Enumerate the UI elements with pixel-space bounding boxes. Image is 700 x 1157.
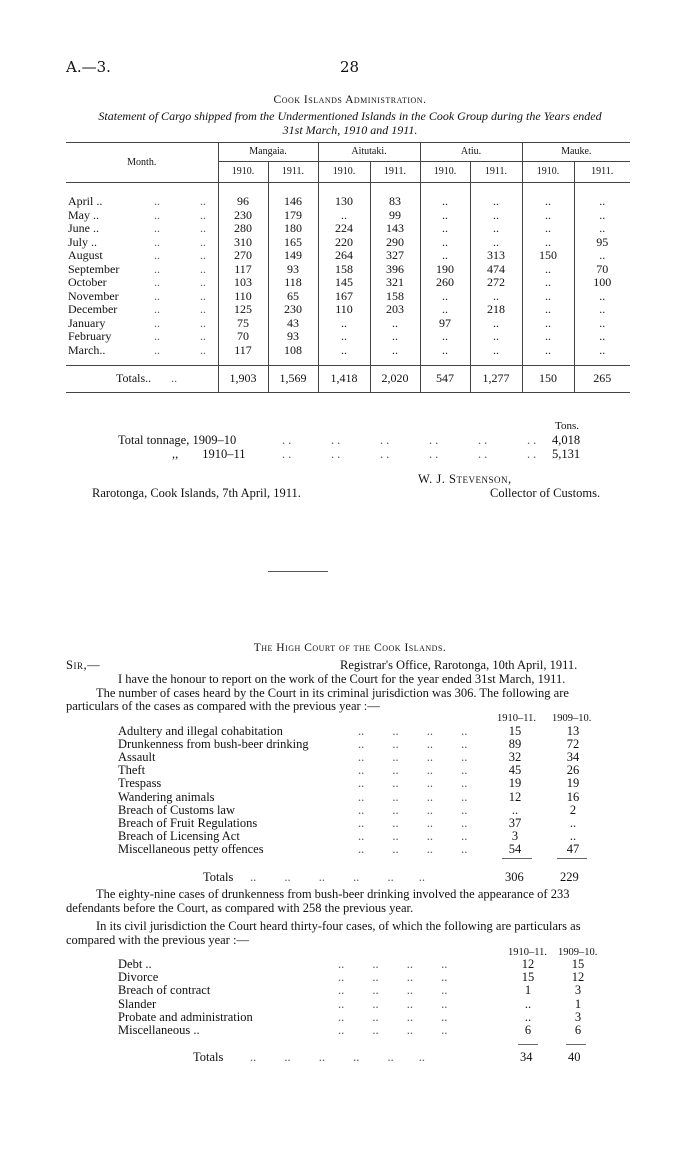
cargo-value-cell: .. (470, 317, 522, 331)
cargo-statement-line2: 31st March, 1910 and 1911. (282, 123, 418, 137)
para2-line2: particulars of the cases as compared with the previous year :— (66, 699, 380, 713)
stat-value-current: 15 (521, 970, 535, 985)
stat-row: Debt .. .. .. .. .. 12 15 (118, 958, 638, 971)
month-label: September (68, 261, 120, 276)
stat-label: Theft (118, 763, 146, 778)
month-label: March.. (68, 342, 106, 357)
cargo-value-cell: 145 (318, 276, 370, 290)
cargo-row (66, 330, 630, 344)
tonnage-leader: .. .. .. .. .. .. (282, 447, 540, 461)
signature-name: W. J. Stevenson, (418, 472, 512, 486)
cargo-value-cell: 474 (470, 263, 522, 277)
stat-row: Assault .. .. .. .. 32 34 (118, 751, 638, 764)
civil-col-header: 1909–10. (558, 947, 598, 958)
stat-value-previous: 12 (571, 970, 585, 985)
stat-row: Breach of Fruit Regulations .. .. .. .. 37 .. (118, 817, 638, 830)
year-header: 1911. (591, 166, 614, 178)
month-cell: April .. .. .. (66, 195, 218, 209)
cargo-value-cell: .. (420, 290, 470, 304)
stat-value-current: 6 (524, 1023, 532, 1037)
totals-label: Totals.. (116, 371, 152, 386)
cargo-value-cell: 125 (218, 303, 268, 317)
place-date: Rarotonga, Cook Islands, 7th April, 1911. (92, 486, 301, 500)
tonnage-value: 4,018 (552, 433, 581, 447)
cargo-value-cell: 179 (268, 209, 318, 223)
island-header: Mauke. (522, 143, 630, 162)
cargo-value-cell: .. (420, 249, 470, 263)
stat-value-previous: 19 (566, 776, 580, 791)
cargo-value-cell: 117 (218, 344, 268, 358)
cargo-value-cell: 99 (370, 209, 420, 223)
stat-value-current: .. (524, 996, 532, 1011)
cargo-value-cell: .. (599, 288, 606, 303)
stat-value-previous: 3 (574, 983, 582, 998)
year-header: 1910. (318, 162, 370, 183)
cargo-value-cell: .. (318, 330, 370, 344)
stat-value-current: 15 (508, 724, 522, 738)
civil-col-header: 1910–11. (508, 947, 547, 958)
total-cell: 1,418 (318, 366, 370, 393)
stat-label: Debt .. (118, 957, 152, 971)
stat-row: Adultery and illegal cohabitation .. .. .. .. 15 13 (118, 725, 638, 738)
cargo-row (66, 195, 630, 209)
cargo-row (66, 249, 630, 263)
cargo-row (66, 222, 630, 236)
cargo-heading: Cook Islands Administration. (273, 94, 427, 106)
stat-value-previous: 16 (566, 789, 580, 804)
stat-label: Adultery and illegal cohabitation (118, 724, 283, 738)
stat-value-current: 1 (524, 983, 532, 998)
cargo-value-cell: 43 (268, 317, 318, 331)
civil-total-a: 34 (520, 1050, 533, 1064)
cargo-value-cell: .. (599, 342, 606, 357)
stat-value-current: 12 (521, 957, 535, 971)
stat-value-current: 19 (508, 776, 522, 791)
cargo-value-cell: 117 (218, 263, 268, 277)
stat-value-current: 32 (508, 750, 522, 765)
month-label: August (68, 248, 103, 262)
stat-label: Trespass (118, 776, 162, 791)
tonnage-value: 5,131 (552, 447, 581, 461)
cargo-value-cell: 65 (268, 290, 318, 304)
cargo-value-cell: 190 (420, 263, 470, 277)
cargo-value-cell: 230 (268, 303, 318, 317)
year-header: 1911. (470, 162, 522, 183)
stat-row: Trespass .. .. .. .. 19 19 (118, 777, 638, 790)
cargo-value-cell: 143 (370, 222, 420, 236)
cargo-value-cell: 158 (318, 263, 370, 277)
tonnage-label: Total tonnage, 1909–10 (118, 433, 237, 447)
month-cell: July .. .. .. (66, 236, 218, 250)
col-month-header: Month. (66, 143, 218, 183)
stat-value-previous: 2 (569, 802, 577, 817)
page-number: 28 (340, 58, 360, 76)
stat-label: Slander (118, 996, 157, 1011)
stat-value-previous: 3 (574, 1009, 582, 1024)
cargo-value-cell: .. (522, 344, 574, 358)
cargo-value-cell: 110 (218, 290, 268, 304)
total-cell: 1,569 (268, 366, 318, 393)
cargo-row (66, 317, 630, 331)
cargo-value-cell: 130 (318, 195, 370, 209)
cargo-value-cell: 321 (370, 276, 420, 290)
sum-rule (557, 858, 587, 859)
cargo-value-cell: 313 (470, 249, 522, 263)
cargo-value-cell: 96 (218, 195, 268, 209)
cargo-value-cell: 97 (420, 317, 470, 331)
island-header: Mangaia. (218, 143, 318, 162)
page-reference: A.—3. (66, 58, 111, 76)
cargo-value-cell: .. (522, 317, 574, 331)
cargo-value-cell: .. (318, 209, 370, 223)
cargo-value-cell: 83 (370, 195, 420, 209)
month-cell: December .. .. (66, 303, 218, 317)
stat-label: Miscellaneous petty offences (118, 841, 264, 856)
cargo-value-cell: .. (522, 263, 574, 277)
court-heading: The High Court of the Cook Islands. (253, 642, 447, 654)
cargo-value-cell: 103 (218, 276, 268, 290)
month-label: July .. (68, 234, 98, 249)
stat-value-current: 3 (511, 828, 519, 843)
tons-label: Tons. (555, 420, 579, 432)
cargo-value-cell: .. (522, 290, 574, 304)
signature-title: Collector of Customs. (490, 486, 601, 500)
stat-value-previous: .. (569, 828, 577, 843)
cargo-value-cell: .. (318, 344, 370, 358)
cargo-value-cell: 220 (318, 236, 370, 250)
total-cell: 547 (420, 366, 470, 393)
stat-label: Probate and administration (118, 1009, 253, 1024)
month-cell: January .. .. (66, 317, 218, 331)
cargo-totals-row: Totals.. .. 1,903 1,569 1,418 2,020 547 1,277 150 265 (66, 366, 630, 393)
stat-row: Theft .. .. .. .. 45 26 (118, 764, 638, 777)
cargo-value-cell: 70 (596, 261, 609, 276)
month-label: May .. (68, 207, 99, 222)
cargo-value-cell: 149 (268, 249, 318, 263)
cargo-value-cell: 180 (268, 222, 318, 236)
stat-value-current: 37 (508, 815, 522, 830)
stat-label: Breach of Licensing Act (118, 828, 240, 843)
sum-rule (518, 1044, 538, 1045)
month-label: October (68, 275, 107, 289)
cargo-value-cell: .. (599, 302, 606, 316)
stat-label: Divorce (118, 970, 159, 985)
cargo-value-cell: .. (420, 195, 470, 209)
stat-value-current: 45 (508, 763, 522, 778)
cargo-value-cell: 110 (318, 303, 370, 317)
cargo-row (66, 209, 630, 223)
salutation: Sir,— (66, 658, 101, 672)
month-cell: March.. .. .. (66, 344, 218, 358)
stat-row: Slander .. .. .. .. .. 1 (118, 998, 638, 1011)
cargo-value-cell: .. (470, 236, 522, 250)
cargo-value-cell: .. (522, 303, 574, 317)
stat-value-current: 89 (508, 737, 522, 752)
stat-row: Breach of Licensing Act .. .. .. .. 3 .. (118, 830, 638, 843)
month-label: January (68, 315, 106, 330)
cargo-value-cell: 218 (470, 303, 522, 317)
tonnage-label-2: ,, 1910–11 (172, 447, 246, 461)
cargo-value-cell: 396 (370, 263, 420, 277)
civil-total-b: 40 (568, 1050, 581, 1064)
cargo-value-cell: 100 (593, 275, 612, 289)
cargo-value-cell: 310 (218, 236, 268, 250)
para2-line1: The number of cases heard by the Court in its criminal jurisdiction was 306. The following are (96, 686, 569, 700)
month-cell: August .. .. (66, 249, 218, 263)
cargo-value-cell: .. (522, 330, 574, 344)
cargo-value-cell: 224 (318, 222, 370, 236)
cargo-value-cell: .. (470, 290, 522, 304)
civil-totals-label: Totals (193, 1050, 224, 1064)
criminal-total-b: 229 (560, 870, 579, 884)
stat-value-current: .. (524, 1009, 532, 1024)
cargo-value-cell: .. (522, 195, 574, 209)
total-cell: 265 (593, 371, 612, 386)
stat-row: Divorce .. .. .. .. 15 12 (118, 971, 638, 984)
tonnage-leader: .. .. .. .. .. .. (282, 433, 540, 447)
cargo-value-cell: 327 (370, 249, 420, 263)
registrar-office: Registrar's Office, Rarotonga, 10th April, 1911. (340, 658, 578, 672)
year-header: 1910. (218, 162, 268, 183)
cargo-value-cell: .. (370, 344, 420, 358)
cargo-statement-line1: Statement of Cargo shipped from the Undermentioned Islands in the Cook Group during the Years ended (98, 109, 602, 123)
cargo-row (66, 276, 630, 290)
cargo-value-cell: .. (599, 207, 606, 222)
total-cell: 1,277 (470, 366, 522, 393)
month-cell: November .. .. (66, 290, 218, 304)
year-header: 1911. (268, 162, 318, 183)
cargo-value-cell: 290 (370, 236, 420, 250)
cargo-value-cell: .. (522, 236, 574, 250)
cargo-value-cell: 70 (218, 330, 268, 344)
cargo-value-cell: .. (470, 195, 522, 209)
stat-label: Assault (118, 750, 156, 765)
cargo-value-cell: .. (599, 315, 606, 330)
month-cell: October .. .. (66, 276, 218, 290)
cargo-value-cell: .. (470, 330, 522, 344)
cargo-value-cell: 165 (268, 236, 318, 250)
cargo-value-cell: 95 (596, 234, 609, 249)
stat-value-previous: 26 (566, 763, 580, 778)
cargo-value-cell: .. (599, 194, 606, 208)
cargo-value-cell: .. (599, 221, 606, 235)
cargo-value-cell: .. (420, 222, 470, 236)
criminal-totals-label: Totals (203, 870, 234, 884)
sum-rule (502, 858, 532, 859)
year-header: 1911. (370, 162, 420, 183)
cargo-value-cell: 260 (420, 276, 470, 290)
cargo-value-cell: 118 (268, 276, 318, 290)
cargo-value-cell: .. (599, 248, 606, 262)
stat-row: Miscellaneous petty offences .. .. .. .. 54 47 (118, 843, 638, 856)
stat-value-previous: 15 (571, 957, 585, 971)
total-cell: 150 (522, 366, 574, 393)
year-header: 1910. (522, 162, 574, 183)
month-label: June .. (68, 221, 99, 235)
stat-row: Wandering animals .. .. .. .. 12 16 (118, 791, 638, 804)
cargo-value-cell: 167 (318, 290, 370, 304)
cargo-value-cell: .. (522, 209, 574, 223)
stat-row: Breach of Customs law .. .. .. .. .. 2 (118, 804, 638, 817)
stat-label: Breach of Fruit Regulations (118, 815, 258, 830)
cargo-row (66, 263, 630, 277)
cargo-value-cell: .. (420, 330, 470, 344)
section-divider (268, 571, 328, 572)
cargo-value-cell: 203 (370, 303, 420, 317)
island-header: Atiu. (420, 143, 522, 162)
cargo-row (66, 344, 630, 358)
stat-value-current: .. (511, 802, 519, 817)
island-header: Aitutaki. (318, 143, 420, 162)
cargo-value-cell: 150 (522, 249, 574, 263)
month-label: December (68, 302, 118, 316)
stat-value-current: 12 (508, 789, 522, 804)
stat-label: Drunkenness from bush-beer drinking (118, 737, 309, 752)
stat-row: Breach of contract .. .. .. .. 1 3 (118, 984, 638, 997)
para3-line1: The eighty-nine cases of drunkenness from bush-beer drinking involved the appearance of 233 (96, 887, 570, 901)
month-label: November (68, 288, 119, 303)
cargo-table (66, 142, 630, 393)
cargo-row (66, 303, 630, 317)
cargo-row (66, 290, 630, 304)
month-label: April .. (68, 194, 103, 208)
month-cell: September .. .. (66, 263, 218, 277)
para4-line1: In its civil jurisdiction the Court heard thirty-four cases, of which the following are particulars as (96, 919, 581, 933)
cargo-value-cell: 264 (318, 249, 370, 263)
criminal-col-header: 1909–10. (552, 713, 592, 724)
cargo-value-cell: .. (420, 236, 470, 250)
stat-value-previous: 13 (566, 724, 580, 738)
month-label: February (68, 329, 112, 343)
year-header: 1910. (420, 162, 470, 183)
stat-label: Miscellaneous .. (118, 1023, 200, 1037)
month-cell: June .. .. .. (66, 222, 218, 236)
cargo-value-cell: 270 (218, 249, 268, 263)
stat-row: Probate and administration .. .. .. .. .. 3 (118, 1011, 638, 1024)
cargo-row (66, 236, 630, 250)
sum-rule (566, 1044, 586, 1045)
cargo-value-cell: .. (420, 209, 470, 223)
stat-row: Miscellaneous .. .. .. .. .. 6 6 (118, 1024, 638, 1037)
criminal-total-a: 306 (505, 870, 524, 884)
stat-value-previous: 47 (566, 841, 580, 856)
cargo-value-cell: .. (370, 330, 420, 344)
total-cell: 1,903 (218, 366, 268, 393)
stat-value-current: 54 (508, 841, 522, 856)
cargo-value-cell: .. (470, 222, 522, 236)
cargo-value-cell: 93 (268, 330, 318, 344)
cargo-value-cell: 108 (268, 344, 318, 358)
cargo-value-cell: 230 (218, 209, 268, 223)
para4-line2: compared with the previous year :— (66, 933, 249, 947)
cargo-value-cell: 93 (268, 263, 318, 277)
cargo-value-cell: .. (522, 276, 574, 290)
month-cell: May .. .. .. (66, 209, 218, 223)
cargo-value-cell: .. (470, 209, 522, 223)
stat-label: Breach of Customs law (118, 802, 235, 817)
stat-value-previous: 72 (566, 737, 580, 752)
month-cell: February .. .. (66, 330, 218, 344)
cargo-value-cell: .. (522, 222, 574, 236)
cargo-value-cell: 75 (218, 317, 268, 331)
leader: .. .. .. .. .. .. (250, 870, 425, 884)
stat-label: Breach of contract (118, 983, 211, 998)
cargo-value-cell: 280 (218, 222, 268, 236)
cargo-value-cell: .. (599, 329, 606, 343)
cargo-value-cell: .. (318, 317, 370, 331)
criminal-col-header: 1910–11. (497, 713, 536, 724)
cargo-value-cell: .. (420, 303, 470, 317)
total-cell: 2,020 (370, 366, 420, 393)
stat-row: Drunkenness from bush-beer drinking .. .. .. .. 89 72 (118, 738, 638, 751)
cargo-value-cell: 146 (268, 195, 318, 209)
cargo-value-cell: 272 (470, 276, 522, 290)
stat-value-previous: .. (569, 815, 577, 830)
stat-value-previous: 34 (566, 750, 580, 765)
para3-line2: defendants before the Court, as compared with 258 the previous year. (66, 901, 414, 915)
stat-label: Wandering animals (118, 789, 215, 804)
stat-value-previous: 6 (574, 1023, 582, 1037)
para1: I have the honour to report on the work of the Court for the year ended 31st March, 1911. (118, 672, 566, 686)
cargo-value-cell: .. (420, 344, 470, 358)
cargo-value-cell: 158 (370, 290, 420, 304)
cargo-value-cell: .. (470, 344, 522, 358)
cargo-value-cell: .. (370, 317, 420, 331)
leader: .. .. .. .. .. .. (250, 1050, 425, 1064)
stat-value-previous: 1 (574, 996, 582, 1011)
